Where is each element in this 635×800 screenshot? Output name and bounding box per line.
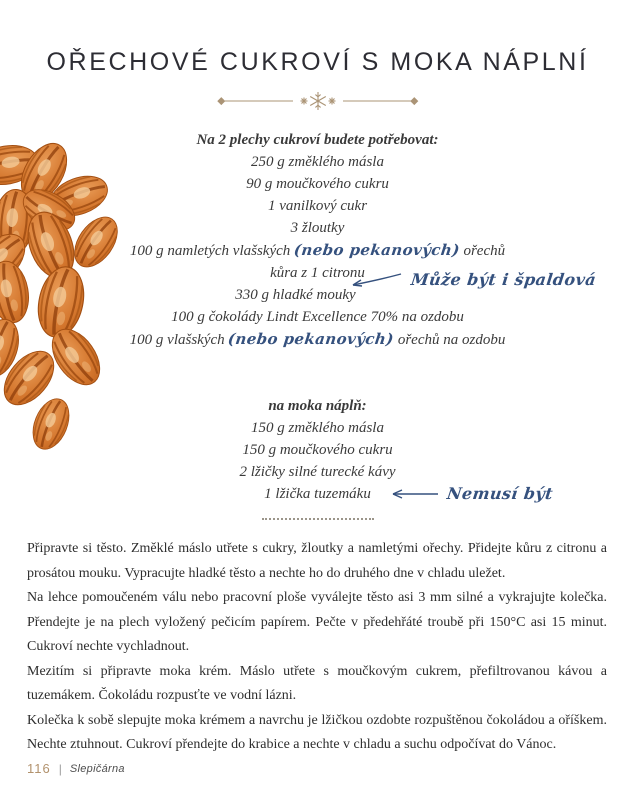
ingredient-line: kůra z 1 citronu — [270, 265, 365, 281]
ingredient-line: 100 g čokolády Lindt Excellence 70% na ozdobu — [171, 309, 464, 325]
ingredient-line: 250 g změklého másla — [251, 154, 384, 170]
page-number: 116 — [27, 761, 51, 776]
ingredient-line: 3 žloutky — [290, 220, 345, 236]
ingredient-line: 150 g změklého másla — [251, 420, 384, 436]
ingredients-filling-section — [0, 395, 635, 505]
divider-ornament — [0, 87, 635, 115]
snowflake-icon — [213, 87, 423, 115]
page-title: OŘECHOVÉ CUKROVÍ S MOKA NÁPLNÍ — [46, 48, 589, 76]
ingredient-line-nuts: 100 g namletých vlašských (nebo pekanových) ořechů — [129, 241, 506, 259]
handwritten-note-flour: Může být i špaldová — [344, 269, 596, 291]
arrow-left-icon — [344, 270, 404, 290]
handwritten-note-rum: Nemusí být — [386, 483, 553, 505]
handwritten-inline-note: (nebo pekanových) — [227, 330, 396, 348]
dotted-divider — [262, 518, 374, 520]
arrow-left-icon — [386, 488, 440, 500]
instructions-text — [27, 537, 607, 758]
page-footer — [27, 761, 125, 776]
footer-separator: | — [58, 761, 62, 776]
ingredient-line: 1 vanilkový cukr — [267, 198, 368, 214]
handwritten-inline-note: (nebo pekanových) — [292, 241, 461, 259]
ingredient-line-rum: 1 lžička tuzemáku Nemusí být — [264, 484, 554, 503]
instruction-paragraph: Kolečka k sobě slepujte moka krémem a navrchu je lžičkou ozdobte rozpuštěnou čokoládou a oříškem. Nechte ztuhnout. Cukroví přendejte do krabice a nechte v chladu a suchu odpočívat do Vánoc. — [27, 712, 607, 752]
book-title: Slepičárna — [69, 762, 125, 775]
ingredient-line: 150 g moučkového cukru — [242, 442, 393, 458]
ingredients-filling-heading: na moka náplň: — [268, 398, 367, 414]
ingredient-line-nuts-decor: 100 g vlašských (nebo pekanových) ořechů na ozdobu — [129, 330, 506, 348]
ingredients-main-section — [0, 129, 635, 351]
ingredient-line-flour: 330 g hladké mouky Může být i špaldová — [235, 270, 597, 303]
ingredients-main-heading: Na 2 plechy cukroví budete potřebovat: — [196, 132, 439, 148]
instruction-paragraph: Mezitím si připravte moka krém. Máslo utřete s moučkovým cukrem, přefiltrovanou kávou a tuzemákem. Čokoládu rozpusťte ve vodní lázni. — [27, 663, 607, 703]
instruction-paragraph: Připravte si těsto. Změklé máslo utřete s cukry, žloutky a namletými ořechy. Přidejte kůru z citronu a prosátou mouku. Vypracujte hladké těsto a nechte ho do druhého dne v chladu uležet. — [27, 541, 607, 581]
ingredient-line: 2 lžičky silné turecké kávy — [239, 464, 396, 480]
ingredient-line: 90 g moučkového cukru — [246, 176, 389, 192]
instruction-paragraph: Na lehce pomoučeném válu nebo pracovní ploše vyválejte těsto asi 3 mm silné a vykrajujte kolečka. Přendejte je na plech vyložený pečicím papírem. Pečte v předehřáté troubě při 150°C asi 15 minut. Cukroví nechte vychladnout. — [27, 590, 607, 654]
